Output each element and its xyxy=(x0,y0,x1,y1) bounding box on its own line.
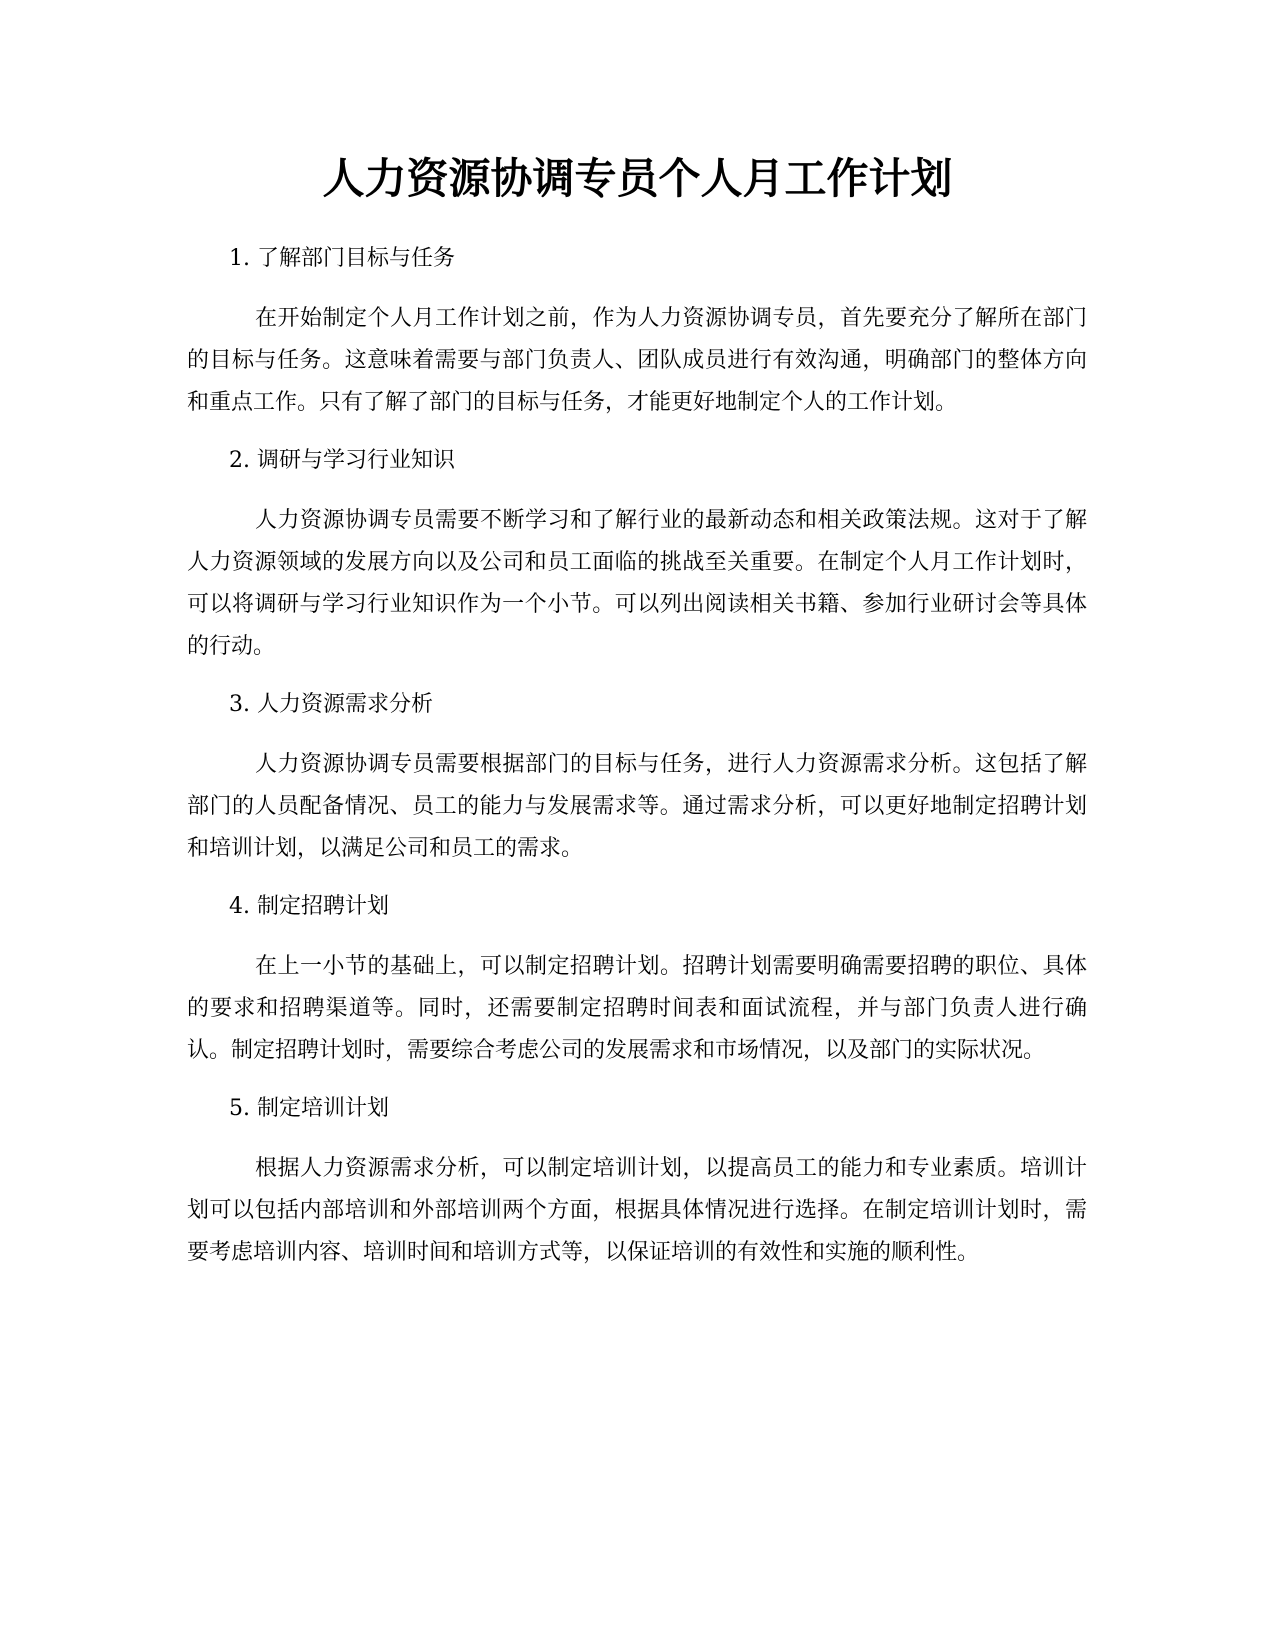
section-paragraph: 人力资源协调专员需要根据部门的目标与任务，进行人力资源需求分析。这包括了解部门的人员配备情况、员工的能力与发展需求等。通过需求分析，可以更好地制定招聘计划和培训计划，以满足公司和员工的需求。 xyxy=(187,752,1087,861)
section-paragraph: 在开始制定个人月工作计划之前，作为人力资源协调专员，首先要充分了解所在部门的目标与任务。这意味着需要与部门负责人、团队成员进行有效沟通，明确部门的整体方向和重点工作。只有了解了部门的目标与任务，才能更好地制定个人的工作计划。 xyxy=(187,306,1087,415)
section-3 xyxy=(187,686,1087,870)
section-heading: 2. 调研与学习行业知识 xyxy=(229,448,455,473)
section-5 xyxy=(187,1090,1087,1274)
section-heading: 4. 制定招聘计划 xyxy=(229,894,389,919)
section-2 xyxy=(187,442,1087,668)
section-paragraph: 根据人力资源需求分析，可以制定培训计划，以提高员工的能力和专业素质。培训计划可以包括内部培训和外部培训两个方面，根据具体情况进行选择。在制定培训计划时，需要考虑培训内容、培训时间和培训方式等，以保证培训的有效性和实施的顺利性。 xyxy=(187,1156,1087,1265)
section-heading: 5. 制定培训计划 xyxy=(229,1096,389,1121)
section-4 xyxy=(187,888,1087,1072)
section-paragraph: 在上一小节的基础上，可以制定招聘计划。招聘计划需要明确需要招聘的职位、具体的要求和招聘渠道等。同时，还需要制定招聘时间表和面试流程，并与部门负责人进行确认。制定招聘计划时，需要综合考虑公司的发展需求和市场情况，以及部门的实际状况。 xyxy=(187,954,1087,1063)
section-paragraph: 人力资源协调专员需要不断学习和了解行业的最新动态和相关政策法规。这对于了解人力资源领域的发展方向以及公司和员工面临的挑战至关重要。在制定个人月工作计划时，可以将调研与学习行业知识作为一个小节。可以列出阅读相关书籍、参加行业研讨会等具体的行动。 xyxy=(187,508,1087,659)
section-heading: 1. 了解部门目标与任务 xyxy=(229,246,455,271)
section-heading: 3. 人力资源需求分析 xyxy=(229,692,433,717)
document-body xyxy=(187,240,1087,1292)
page-title: 人力资源协调专员个人月工作计划 xyxy=(322,154,953,203)
section-1 xyxy=(187,240,1087,424)
